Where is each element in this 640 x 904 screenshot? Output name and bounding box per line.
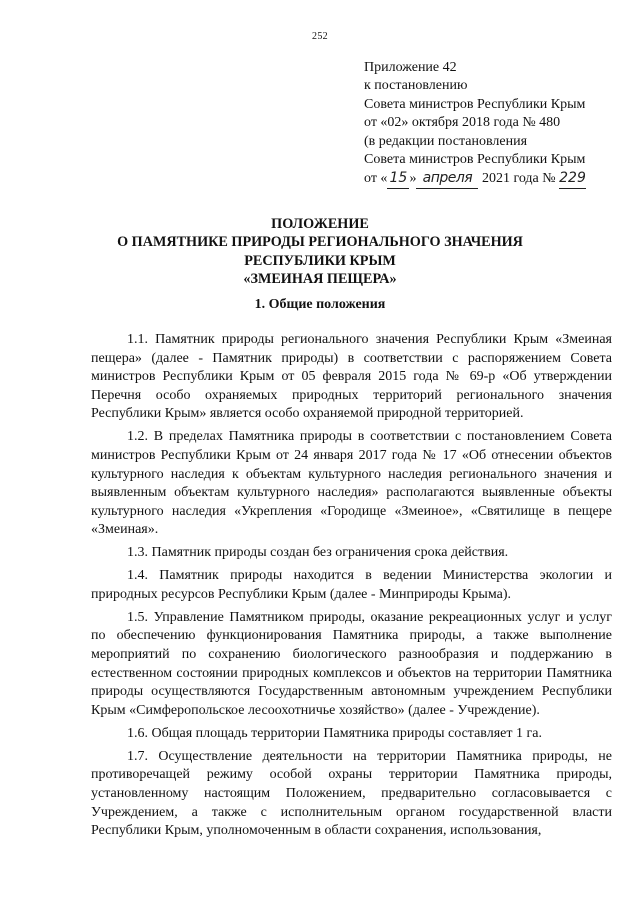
handwritten-number: 229 <box>559 169 586 188</box>
handwritten-day: 15 <box>387 169 409 188</box>
paragraph-1-4: 1.4. Памятник природы находится в ведении Министерства экологии и природных ресурсов Республики Крым (далее - Минприроды Крыма). <box>91 568 612 602</box>
appendix-block <box>364 59 634 189</box>
title-line: РЕСПУБЛИКИ КРЫМ <box>244 252 396 269</box>
appendix-line: Приложение 42 <box>364 60 457 75</box>
appendix-line: Совета министров Республики Крым <box>364 96 586 112</box>
paragraph-1-3: 1.3. Памятник природы создан без ограничения срока действия. <box>127 545 509 561</box>
title-line: ПОЛОЖЕНИЕ <box>271 216 369 232</box>
amendment-year: 2021 года № <box>481 171 556 187</box>
appendix-line: от «02» октября 2018 года № 480 <box>364 115 561 131</box>
appendix-line: (в редакции постановления <box>364 133 528 149</box>
document-title <box>0 215 640 289</box>
paragraph-1-7: 1.7. Осуществление деятельности на территории Памятника природы, не противоречащей режиму особой охраны территории Памятника природы, установленному настоящим Положением, предварительно согласовывается с Учреждением, а также с исполнительным органом государственной власти Республики Крым, уполномоченным в области сохранения, использования, <box>91 748 612 839</box>
title-line: «ЗМЕИНАЯ ПЕЩЕРА» <box>243 271 397 288</box>
page-number: 252 <box>312 31 328 42</box>
title-line: О ПАМЯТНИКЕ ПРИРОДЫ РЕГИОНАЛЬНОГО ЗНАЧЕНИЯ <box>117 234 523 251</box>
paragraph-1-1: 1.1. Памятник природы регионального значения Республики Крым «Змеиная пещера» (далее - Памятник природы) в соответствии с распоряжением Совета министров Республики Крым от 05 февраля 2015 года № 69-р «Об утверждении Перечня особо охраняемых природных территорий регионального значения Республики Крым» является особо охраняемой природной территорией. <box>91 332 612 422</box>
amendment-quote: » <box>409 171 417 187</box>
section-body <box>91 331 612 841</box>
paragraph-1-2: 1.2. В пределах Памятника природы в соответствии с постановлением Совета министров Республики Крым от 24 января 2017 года № 17 «Об отнесении объектов культурного наследия к объектам культурного наследия регионального значения и выявленным объектам культурного наследия» располагаются выявленные объекты культурного наследия «Укрепления «Городище «Змеиное», «Святилище в пещере «Змеиная». <box>91 429 612 538</box>
paragraph-1-5: 1.5. Управление Памятником природы, оказание рекреационных услуг и услуг по обеспечению функционирования Памятника природы, а также выполнение мероприятий по сохранению биологического разнообразия и поддержанию в естественном состоянии природных комплексов и объектов на территории Памятника природы осуществляются Государственным автономным учреждением Республики Крым «Симферопольское лесоохотничье хозяйство» (далее - Учреждение). <box>91 609 612 718</box>
appendix-amendment-line <box>364 169 634 188</box>
appendix-line: Совета министров Республики Крым <box>364 152 586 168</box>
appendix-line: к постановлению <box>364 78 468 94</box>
handwritten-month: апреля <box>416 169 478 188</box>
amendment-prefix: от « <box>364 171 388 187</box>
section-heading: 1. Общие положения <box>254 297 386 312</box>
paragraph-1-6: 1.6. Общая площадь территории Памятника природы составляет 1 га. <box>127 725 542 741</box>
